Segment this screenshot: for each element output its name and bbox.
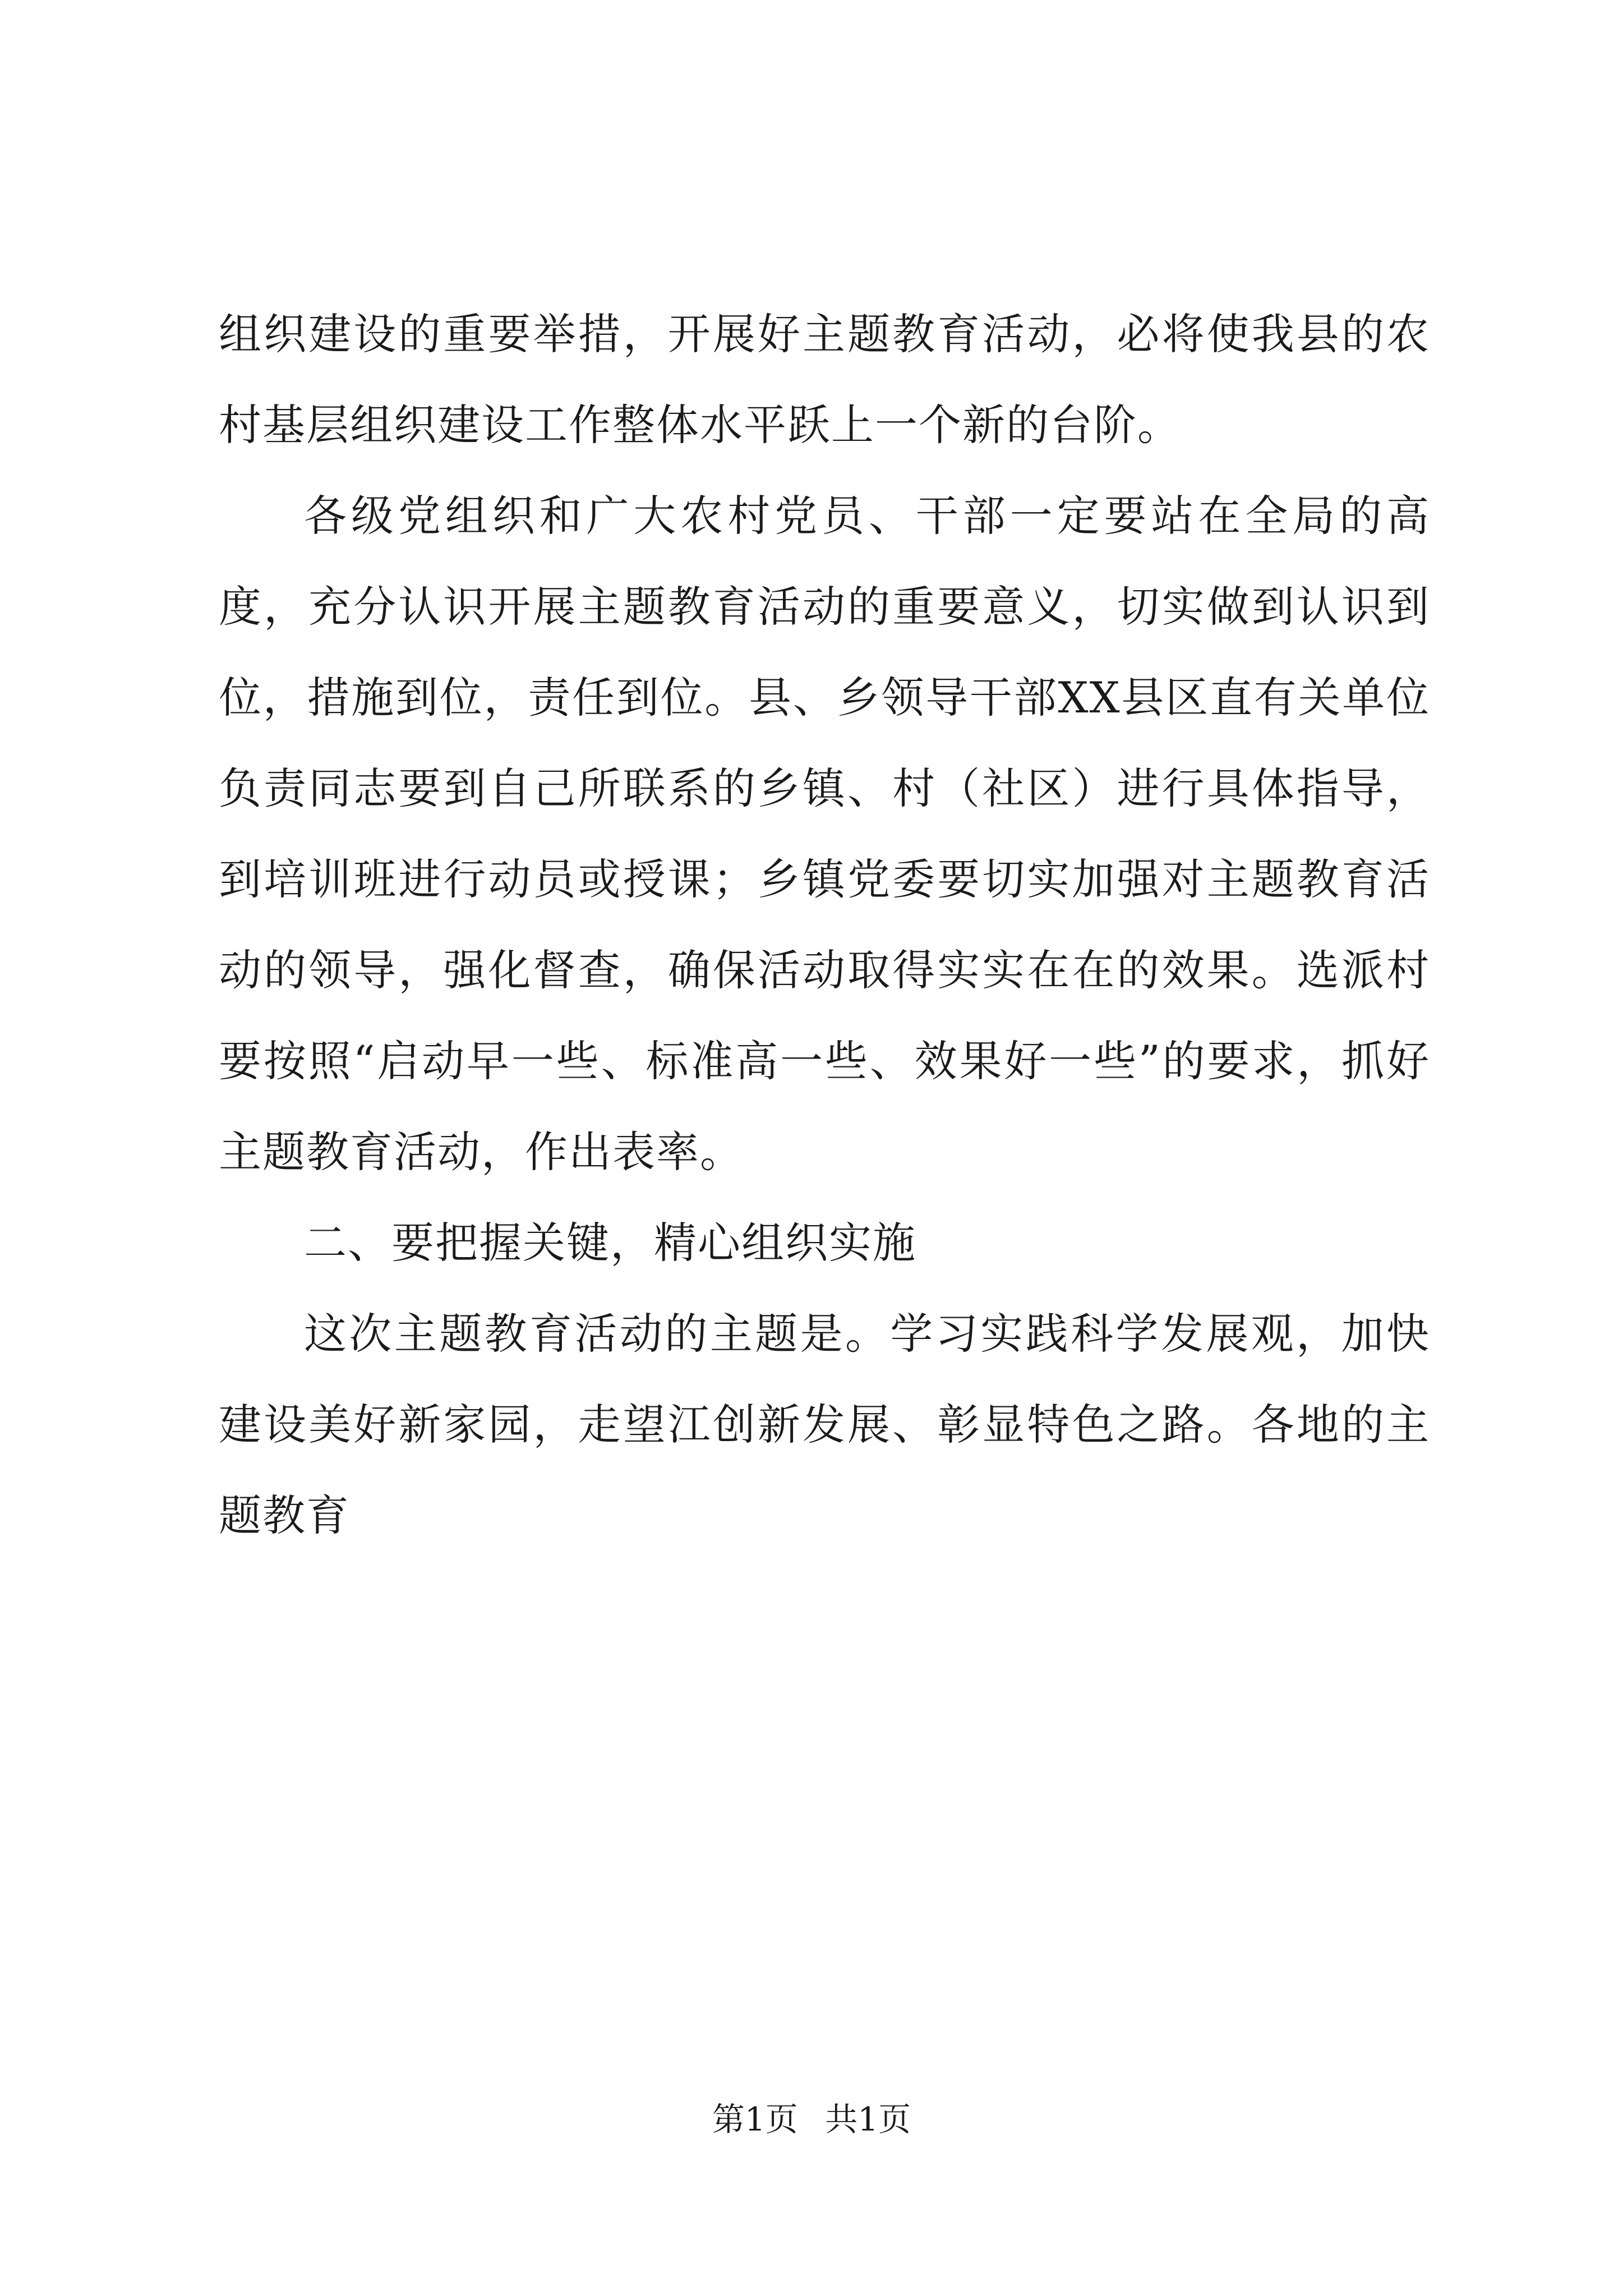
page-footer bbox=[0, 2097, 1623, 2142]
paragraph-theme: 这次主题教育活动的主题是。学习实践科学发展观，加快建设美好新家园，走望江创新发展、彰显特色之路。各地的主题教育 bbox=[219, 1309, 1430, 1540]
paragraph-party-organizations: 各级党组织和广大农村党员、干部一定要站在全局的高度，充分认识开展主题教育活动的重要意义，切实做到认识到位，措施到位，责任到位。县、乡领导干部XX县区直有关单位负责同志要到自己所联系的乡镇、村（社区）进行具体指导，到培训班进行动员或授课；乡镇党委要切实加强对主题教育活动的领导，强化督查，确保活动取得实实在在的效果。选派村要按照“启动早一些、标准高一些、效果好一些”的要求，抓好主题教育活动，作出表率。 bbox=[219, 491, 1430, 1177]
section-heading: 二、要把握关键，精心组织实施 bbox=[304, 1218, 916, 1268]
document-body bbox=[219, 289, 1430, 1561]
paragraph-continuation: 组织建设的重要举措，开展好主题教育活动，必将使我县的农村基层组织建设工作整体水平跃上一个新的台阶。 bbox=[219, 309, 1430, 450]
page-number-total: 共1页 bbox=[825, 2100, 911, 2138]
page-number-current: 第1页 bbox=[712, 2100, 798, 2138]
